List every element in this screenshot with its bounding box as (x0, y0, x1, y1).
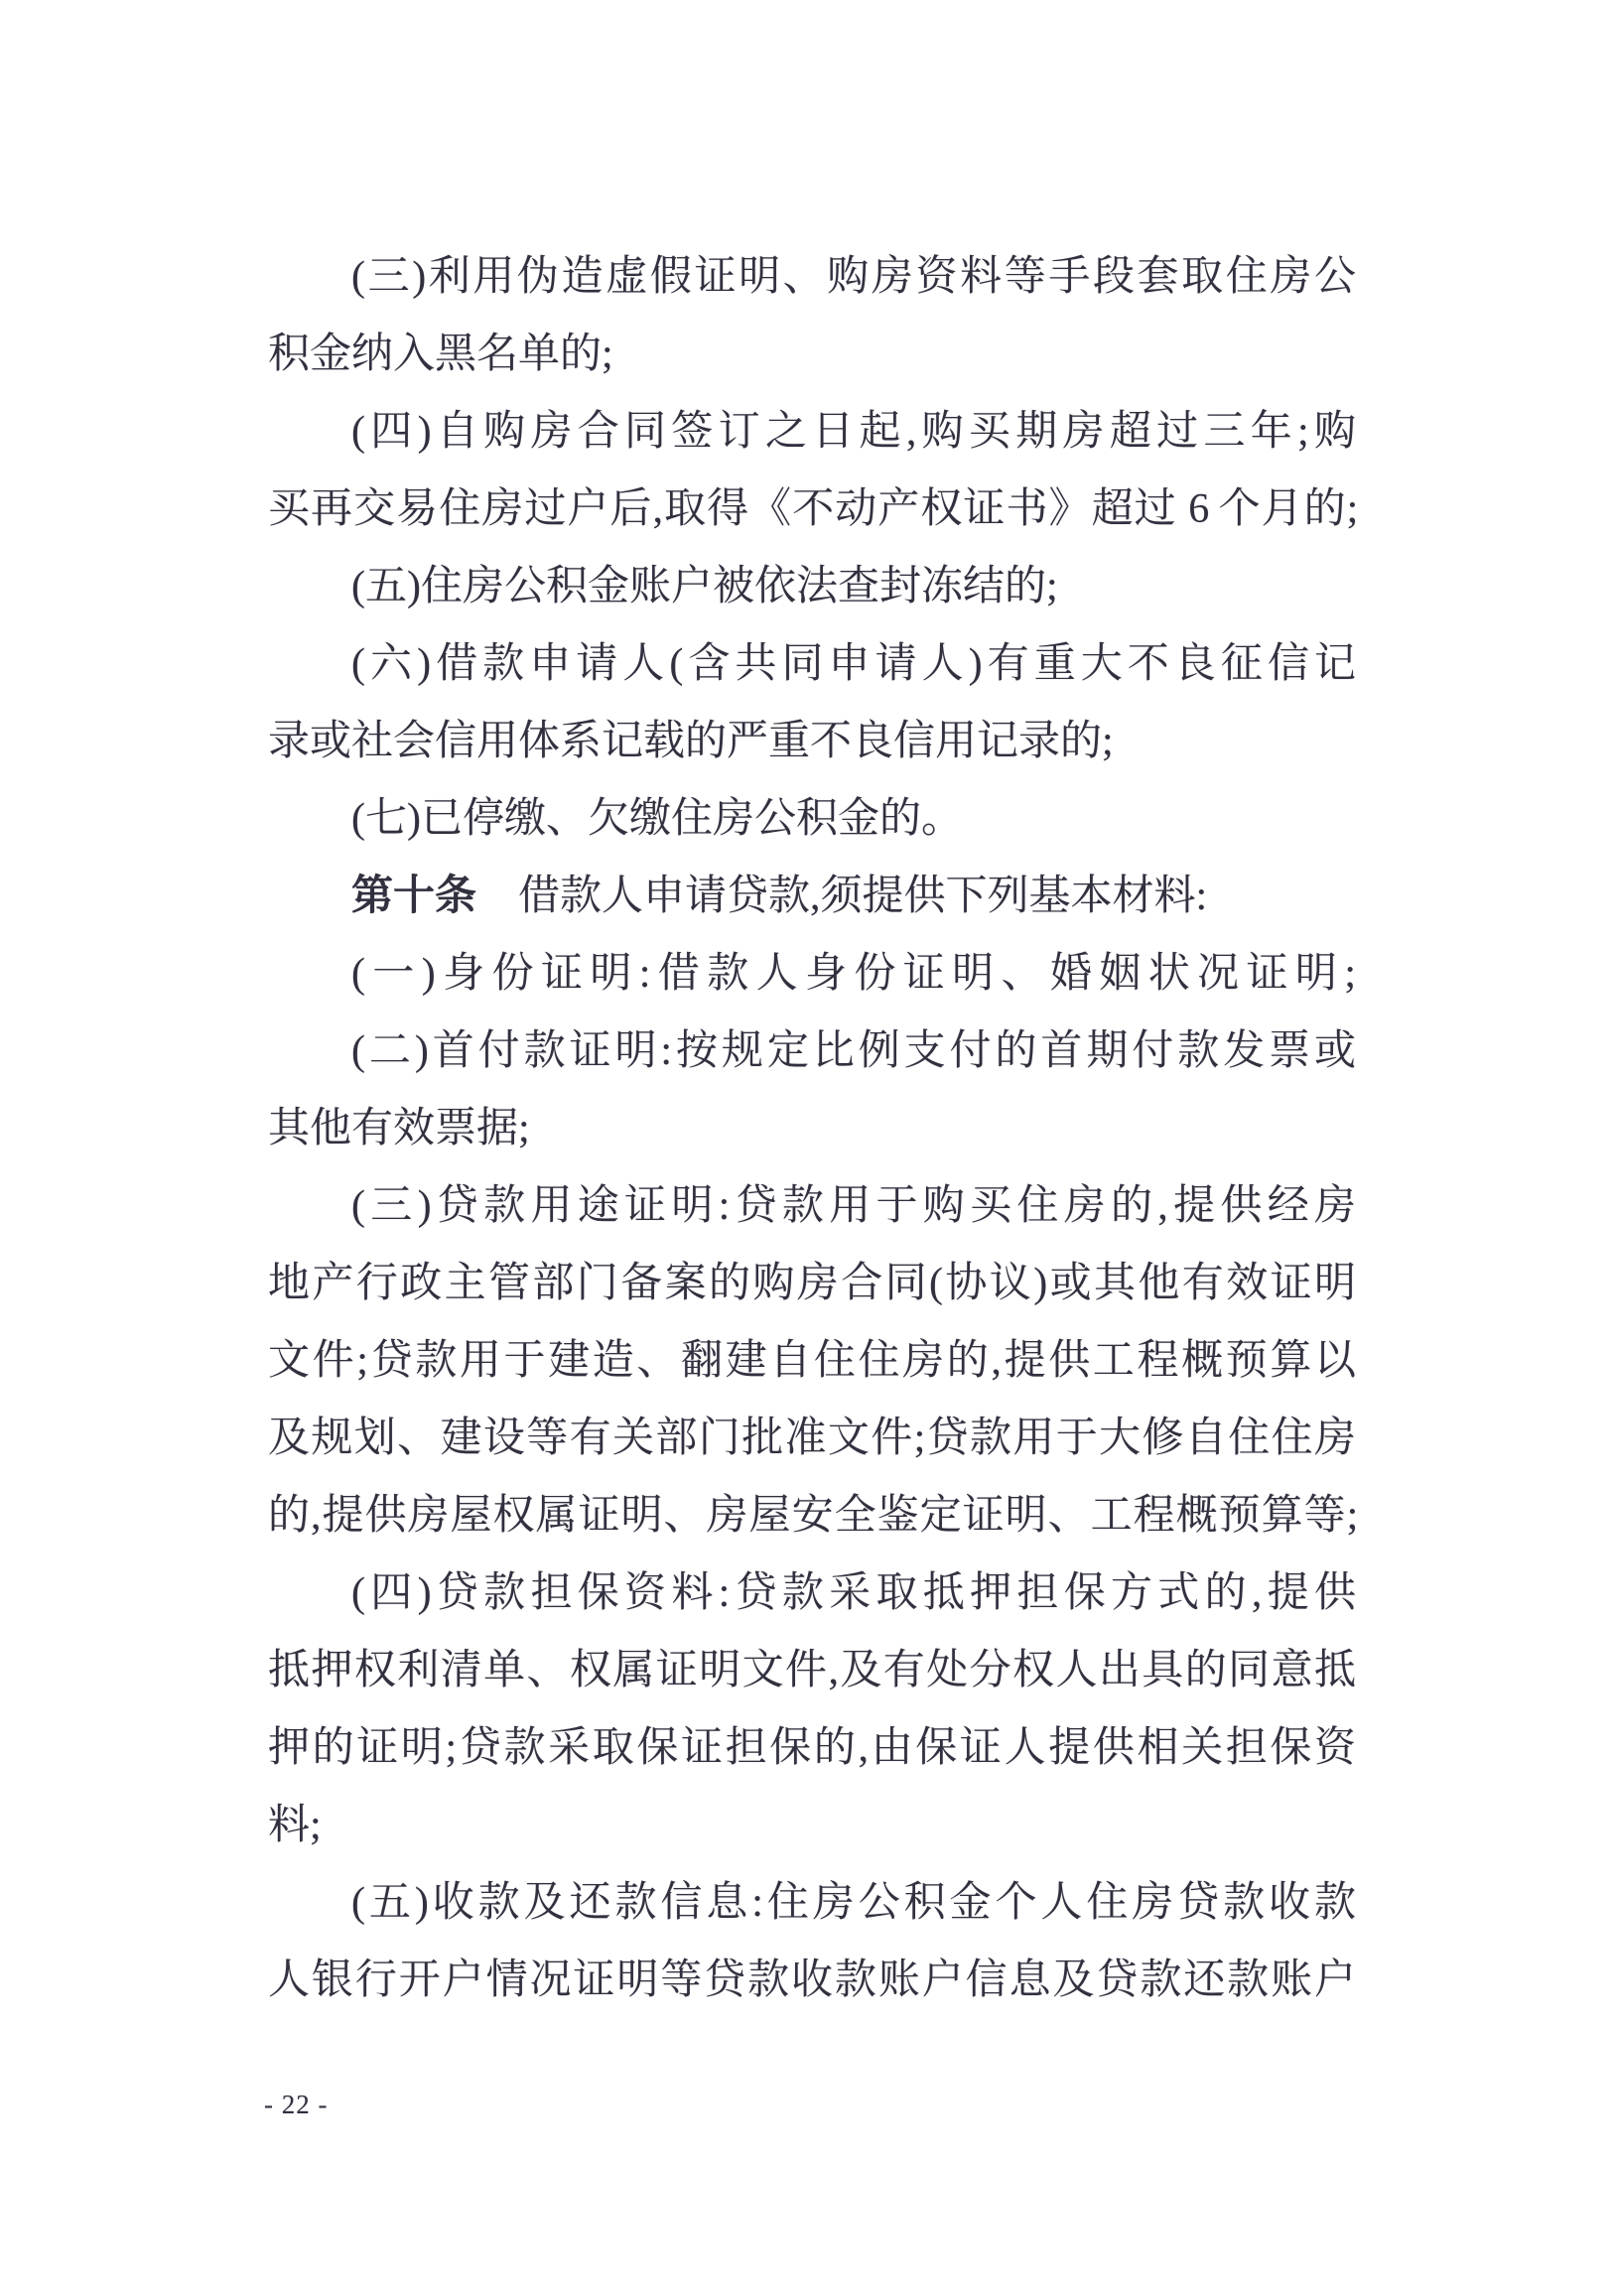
text-line: (五)收款及还款信息:住房公积金个人住房贷款收款 (351, 1880, 1356, 1926)
text-line: (三)贷款用途证明:贷款用于购买住房的,提供经房 (351, 1183, 1356, 1229)
text-line: (四)自购房合同签订之日起,购买期房超过三年;购 (351, 409, 1356, 455)
text-line: 文件;贷款用于建造、翻建自住住房的,提供工程概预算以 (268, 1338, 1356, 1384)
text-line: 抵押权利清单、权属证明文件,及有处分权人出具的同意抵 (268, 1648, 1356, 1693)
text-line: 人银行开户情况证明等贷款收款账户信息及贷款还款账户 (268, 1958, 1356, 2003)
text-line: (六)借款申请人(含共同申请人)有重大不良征信记 (351, 641, 1356, 687)
text-line: 地产行政主管部门备案的购房合同(协议)或其他有效证明 (268, 1261, 1356, 1306)
text-line: 其他有效票据; (268, 1106, 530, 1151)
text-line: 的,提供房屋权属证明、房屋安全鉴定证明、工程概预算等; (268, 1493, 1356, 1539)
article-number-label: 第十条 (351, 874, 477, 919)
text-line: 买再交易住房过户后,取得《不动产权证书》超过 6 个月的; (268, 486, 1356, 532)
text-line: 及规划、建设等有关部门批准文件;贷款用于大修自住住房 (268, 1416, 1356, 1461)
text-line: 押的证明;贷款采取保证担保的,由保证人提供相关担保资 (268, 1725, 1356, 1771)
text-line: (三)利用伪造虚假证明、购房资料等手段套取住房公 (351, 254, 1356, 300)
text-line: 料; (268, 1803, 322, 1848)
page-number: - 22 - (264, 2090, 329, 2119)
text-line: 第十条 借款人申请贷款,须提供下列基本材料: (351, 874, 1208, 919)
text-line: 积金纳入黑名单的; (268, 332, 613, 377)
text-line: 录或社会信用体系记载的严重不良信用记录的; (268, 719, 1114, 764)
text-line: (五)住房公积金账户被依法查封冻结的; (351, 564, 1058, 609)
text-line: (二)首付款证明:按规定比例支付的首期付款发票或 (351, 1028, 1356, 1074)
text-line: (四)贷款担保资料:贷款采取抵押担保方式的,提供 (351, 1570, 1356, 1616)
text-line: (一)身份证明:借款人身份证明、婚姻状况证明; (351, 951, 1356, 997)
text-line: (七)已停缴、欠缴住房公积金的。 (351, 796, 963, 842)
document-body (268, 238, 1356, 2019)
